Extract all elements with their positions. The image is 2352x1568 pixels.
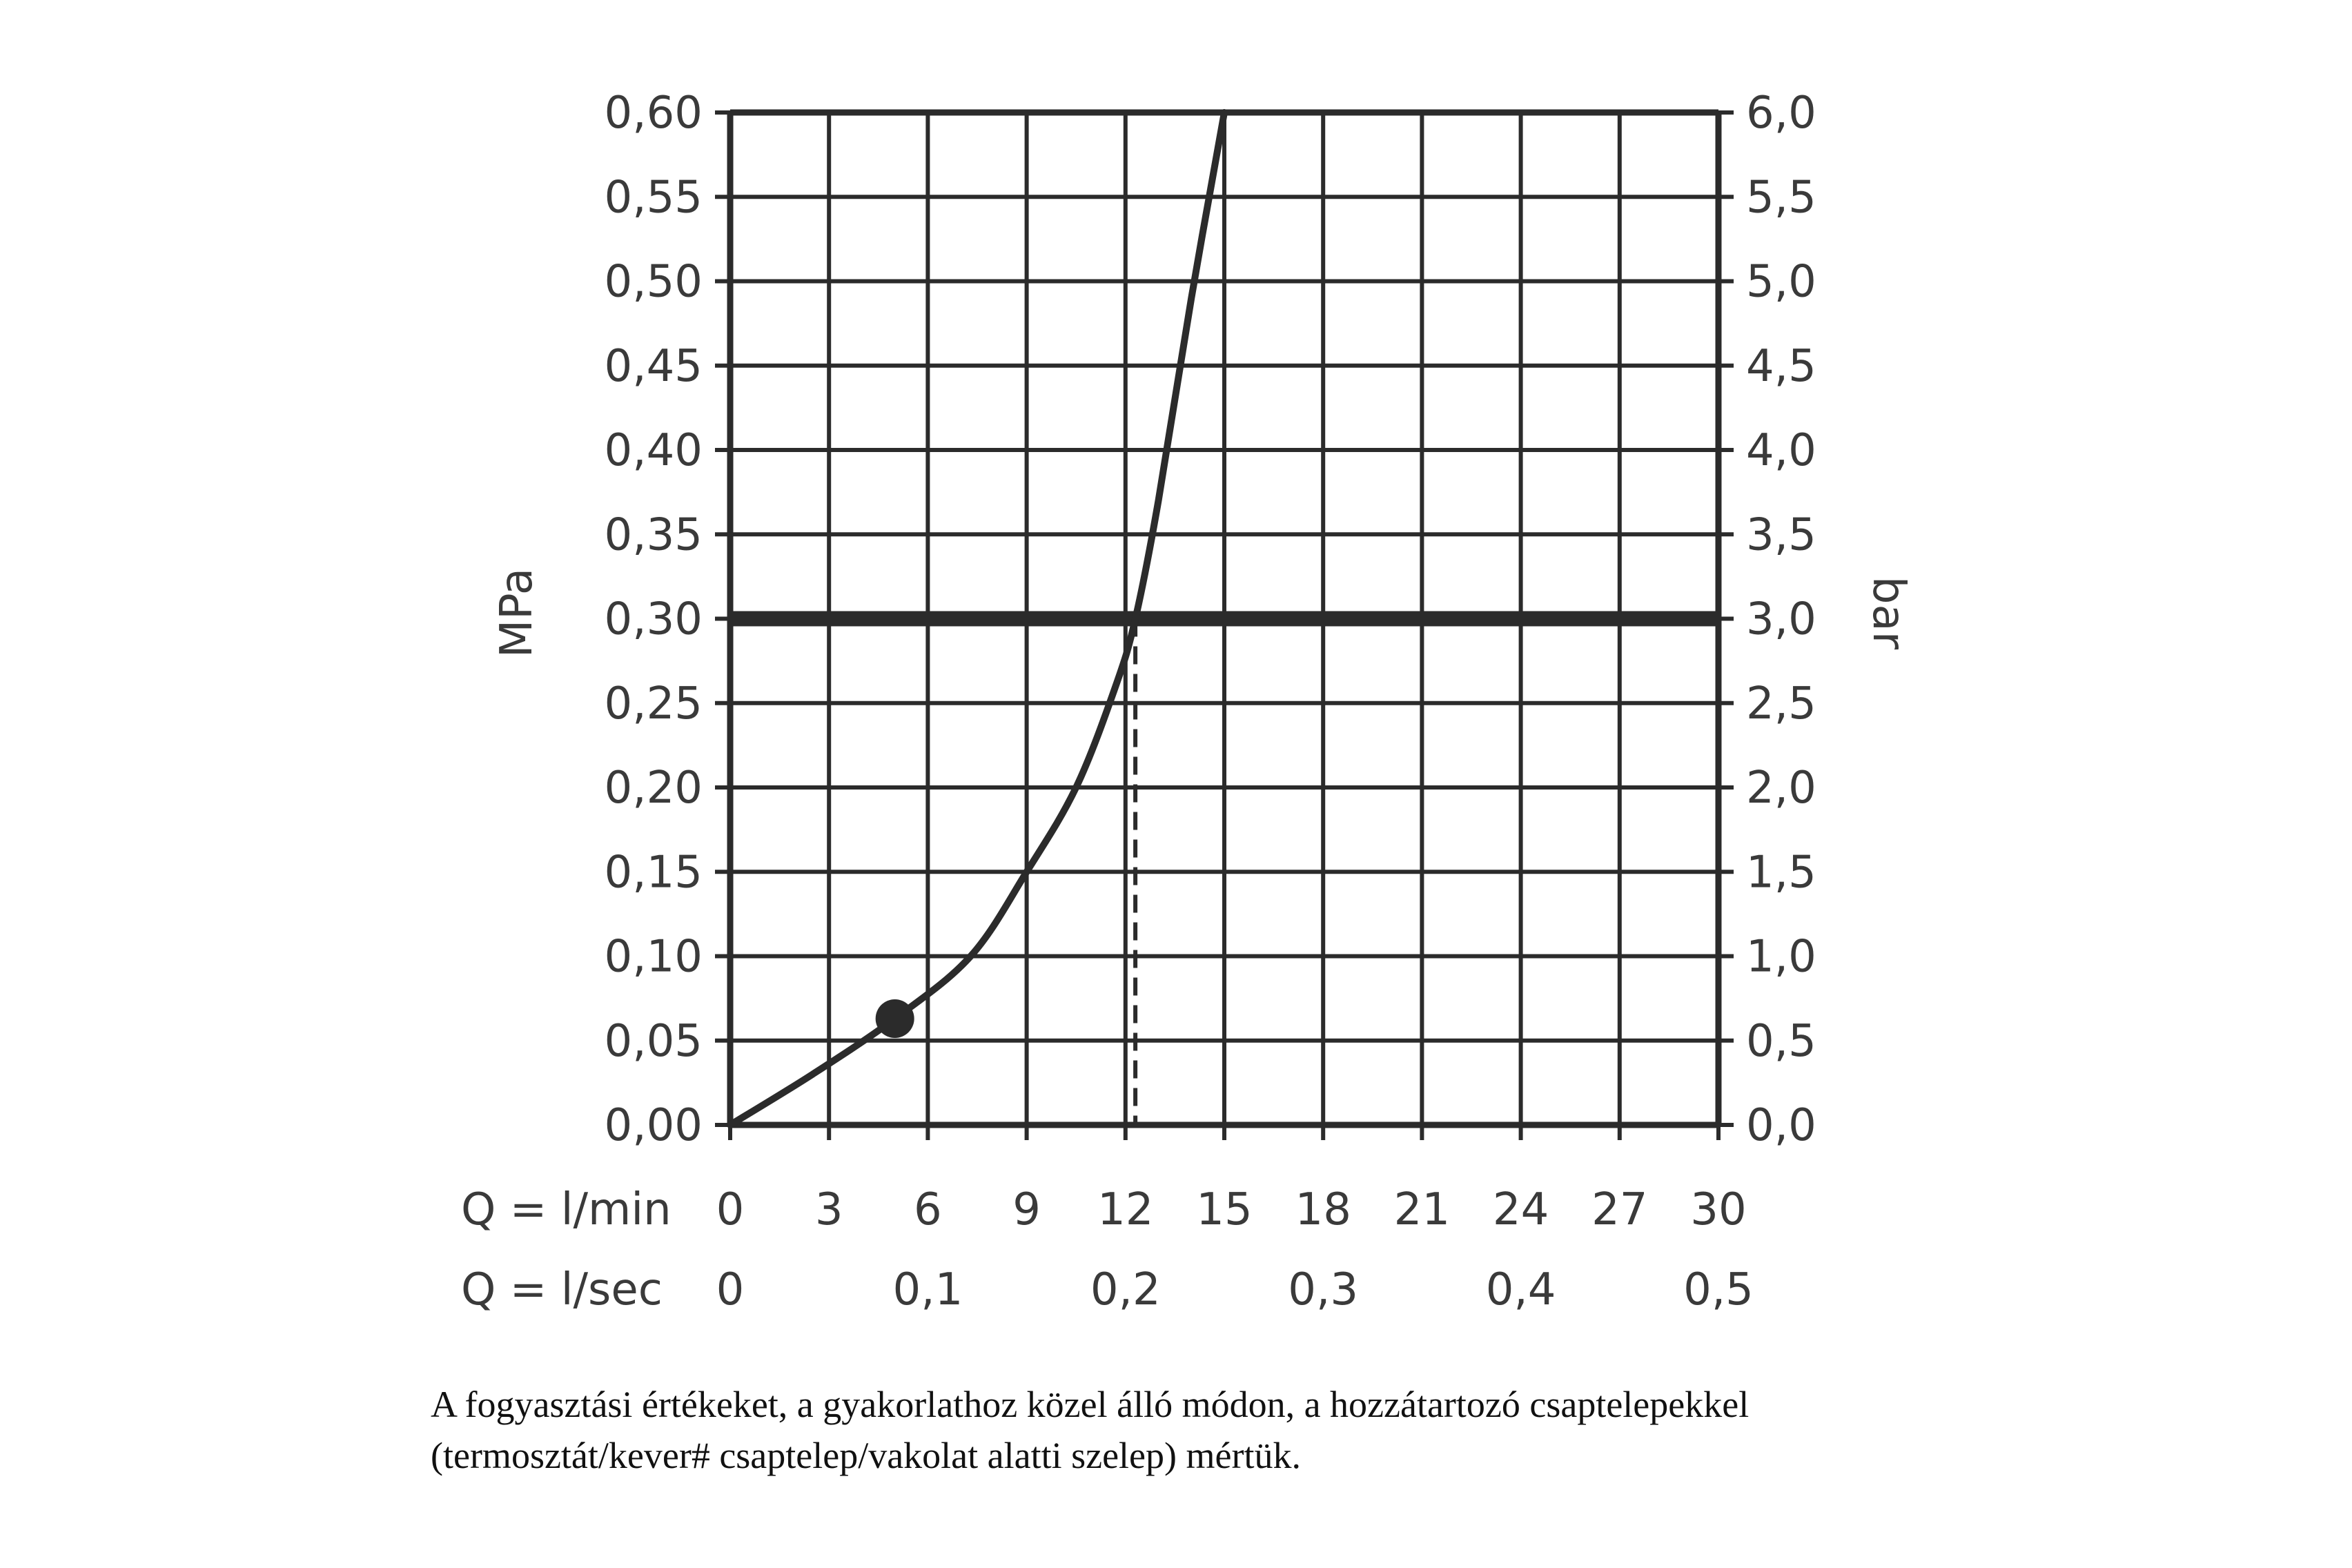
x-tick-label-min: 6 [914,1184,942,1235]
y-tick-label-right: 2,5 [1746,678,1816,729]
y-tick-label-right: 2,0 [1746,763,1816,814]
caption-line-1: A fogyasztási értékeket, a gyakorlathoz közel álló módon, a hozzátartozó csaptelepekkel [431,1384,1750,1425]
y-axis-right-title: bar [1863,576,1914,650]
caption [431,1379,2018,1481]
y-tick-label-left: 0,15 [604,847,703,899]
y-tick-label-right: 0,0 [1746,1100,1816,1151]
x-tick-label-sec: 0,4 [1485,1264,1556,1315]
y-tick-label-right: 0,5 [1746,1015,1816,1067]
y-tick-label-right: 1,5 [1746,847,1816,899]
y-tick-label-left: 0,35 [604,509,703,561]
x-tick-label-min: 0 [716,1184,745,1235]
x-tick-label-sec: 0,1 [892,1264,963,1315]
y-tick-label-left: 0,50 [604,256,703,308]
x-tick-label-sec: 0 [716,1264,745,1315]
x-row-label-min: Q = l/min [461,1184,672,1235]
y-tick-label-right: 3,5 [1746,509,1816,561]
x-tick-label-min: 18 [1295,1184,1351,1235]
y-tick-label-right: 4,5 [1746,340,1816,392]
y-tick-label-left: 0,05 [604,1015,703,1067]
y-tick-label-right: 3,0 [1746,594,1816,645]
marker-point [876,999,914,1038]
y-tick-label-left: 0,10 [604,931,703,983]
y-tick-label-right: 6,0 [1746,88,1816,139]
y-tick-label-right: 5,5 [1746,172,1816,224]
x-tick-label-sec: 0,3 [1288,1264,1359,1315]
x-tick-label-min: 9 [1012,1184,1041,1235]
caption-line-2: (termosztát/kever# csaptelep/vakolat alatti szelep) mértük. [431,1435,1301,1476]
x-tick-label-min: 24 [1492,1184,1549,1235]
y-tick-label-left: 0,25 [604,678,703,729]
y-tick-label-right: 4,0 [1746,425,1816,476]
x-tick-label-min: 12 [1097,1184,1154,1235]
x-tick-label-sec: 0,2 [1090,1264,1161,1315]
y-tick-label-right: 5,0 [1746,256,1816,308]
x-tick-label-min: 15 [1196,1184,1253,1235]
y-tick-label-left: 0,60 [604,88,703,139]
y-tick-label-left: 0,40 [604,425,703,476]
y-tick-label-left: 0,00 [604,1100,703,1151]
y-tick-label-left: 0,30 [604,594,703,645]
x-tick-label-sec: 0,5 [1683,1264,1754,1315]
y-tick-label-left: 0,20 [604,763,703,814]
y-tick-label-left: 0,55 [604,172,703,224]
x-tick-label-min: 27 [1591,1184,1648,1235]
x-tick-label-min: 3 [814,1184,843,1235]
x-tick-label-min: 30 [1690,1184,1747,1235]
x-tick-label-min: 21 [1393,1184,1451,1235]
y-axis-left-title: MPa [491,567,542,658]
y-tick-label-left: 0,45 [604,340,703,392]
y-tick-label-right: 1,0 [1746,931,1816,983]
x-row-label-sec: Q = l/sec [461,1264,663,1315]
